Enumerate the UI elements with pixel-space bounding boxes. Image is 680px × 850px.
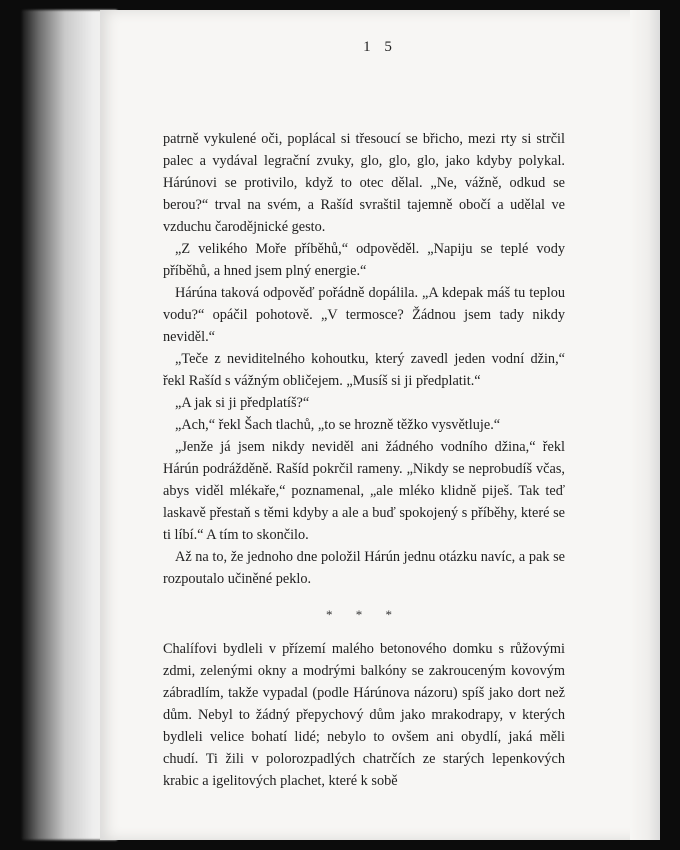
paragraph: Až na to, že jednoho dne položil Hárún jednu otázku navíc, a pak se rozpoutalo učiněné peklo. xyxy=(163,549,565,587)
paragraph: „A jak si ji předplatíš?“ xyxy=(175,395,310,411)
paragraph: „Jenže já jsem nikdy neviděl ani žádného vodního džina,“ řekl Hárún podrážděně. Rašíd pokrčil rameny. „Nikdy se neprobudíš včas, abys viděl mlékaře,“ poznamenal, „ale mléko klidně piješ. Tak teď laskavě přestaň s těmi kdyby a ale a buď spokojený s příběhy, které se ti líbí.“ A tím to skončilo. xyxy=(163,439,565,543)
page-edge xyxy=(630,10,660,840)
paragraph: Chalífovi bydleli v přízemí malého betonového domku s růžovými zdmi, zelenými okny a modrými balkóny se zakrouceným kovovým zábradlím, takže vypadal (podle Hárúnova názoru) spíš jako dort než dům. Nebyl to žádný přepychový dům jako mrakodrapy, v kterých bydleli velice bohatí lidé; nebylo to ovšem ani obydlí, jaká měli chudí. Ti žili v polorozpadlých chatrčích ze starých lepenkových krabic a igelitových plachet, které k sobě xyxy=(163,641,565,789)
page-number: 1 5 xyxy=(363,39,397,55)
paragraph: „Z velikého Moře příběhů,“ odpověděl. „Napiju se teplé vody příběhů, a hned jsem plný energie.“ xyxy=(163,241,565,279)
section-separator: * * * xyxy=(326,607,402,622)
body-text xyxy=(163,128,565,792)
paragraph: patrně vykulené oči, poplácal si třesoucí se břicho, mezi rty si strčil palec a vydával legrační zvuky, glo, glo, glo, jako kdyby polykal. Hárúnovi se protivilo, když to otec dělal. „Ne, vážně, odkud se berou?“ trval na svém, a Rašíd svraštil tajemně obočí a udělal ve vzduchu čarodějnické gesto. xyxy=(163,131,565,235)
paragraph: Hárúna taková odpověď pořádně dopálila. „A kdepak máš tu teplou vodu?“ opáčil pohotově. „V termosce? Žádnou jsem tady nikdy neviděl.“ xyxy=(163,285,565,345)
paragraph: „Ach,“ řekl Šach tlachů, „to se hrozně těžko vysvětluje.“ xyxy=(175,417,501,433)
paragraph: „Teče z neviditelného kohoutku, který zavedl jeden vodní džin,“ řekl Rašíd s vážným obličejem. „Musíš si ji předplatit.“ xyxy=(163,351,565,389)
